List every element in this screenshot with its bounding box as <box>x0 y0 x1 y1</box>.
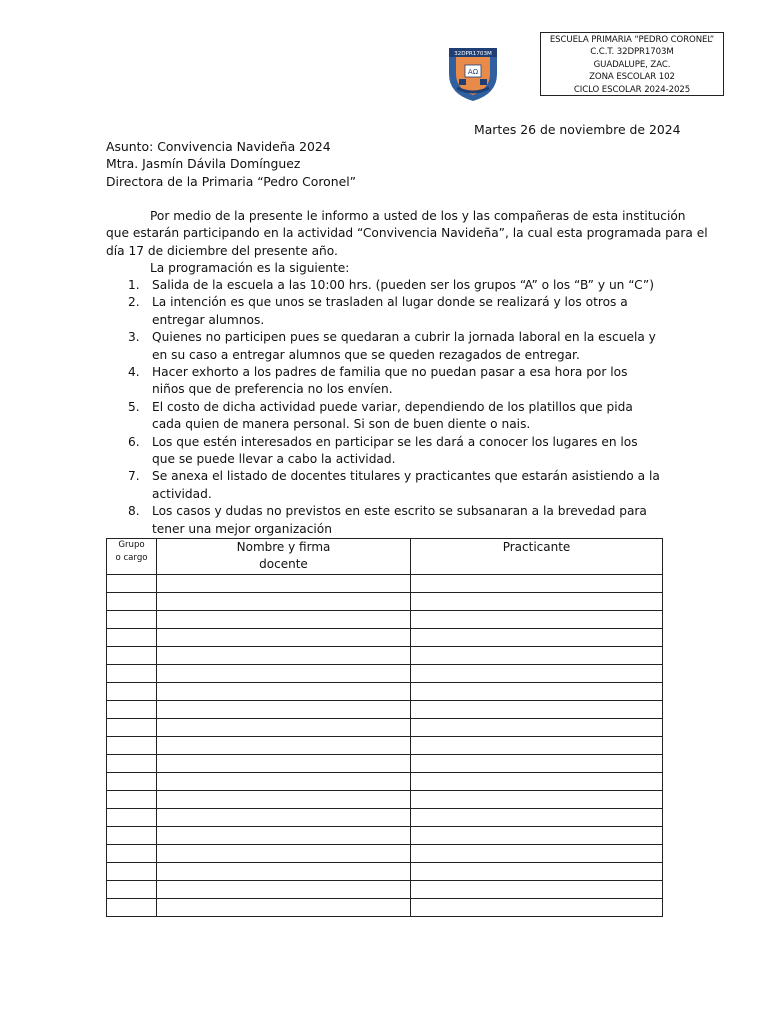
trainee-cell[interactable] <box>411 881 663 899</box>
list-item <box>106 434 666 469</box>
list-item <box>106 468 666 503</box>
table-row <box>107 737 663 755</box>
table-body <box>107 575 663 917</box>
item-text: Se anexa el listado de docentes titulares y practicantes que estarán asistiendo a la actividad. <box>152 469 660 501</box>
list-item <box>106 277 666 294</box>
group-cell[interactable] <box>107 737 157 755</box>
group-cell[interactable] <box>107 575 157 593</box>
name-header-line: Nombre y firma <box>236 540 331 554</box>
list-item <box>106 364 666 399</box>
name-signature-cell[interactable] <box>157 791 411 809</box>
intro-line: Por medio de la presente le informo a usted de los y las compañeras de esta institución <box>150 209 686 223</box>
name-signature-cell[interactable] <box>157 899 411 917</box>
item-text: Los que estén interesados en participar se les dará a conocer los lugares en los que se puede llevar a cabo la actividad. <box>152 434 638 467</box>
trainee-cell[interactable] <box>411 629 663 647</box>
group-column-header <box>107 539 157 575</box>
crest-banner-text: 32DPR1703M <box>454 51 492 57</box>
group-cell[interactable] <box>107 647 157 665</box>
item-number: 3. <box>128 330 140 345</box>
intro-paragraph <box>106 208 708 278</box>
name-signature-cell[interactable] <box>157 755 411 773</box>
item-text: Salida de la escuela a las 10:00 hrs. (pueden ser los grupos “A” o los “B” y un “C”) <box>152 278 654 292</box>
crest-symbol-text: AΩ <box>467 68 479 76</box>
group-cell[interactable] <box>107 881 157 899</box>
letter-subject: Asunto: Convivencia Navideña 2024 <box>106 139 331 154</box>
name-signature-cell[interactable] <box>157 719 411 737</box>
group-cell[interactable] <box>107 719 157 737</box>
trainee-cell[interactable] <box>411 899 663 917</box>
name-signature-cell[interactable] <box>157 863 411 881</box>
name-column-header <box>157 539 411 575</box>
group-cell[interactable] <box>107 755 157 773</box>
table-row <box>107 827 663 845</box>
intro-line: que estarán participando en la actividad “Convivencia Navideña”, la cual esta programada para el <box>106 226 708 241</box>
table-row <box>107 593 663 611</box>
item-text: Los casos y dudas no previstos en este escrito se subsanaran a la brevedad para tener una mejor organización <box>152 504 647 536</box>
letter-header <box>106 138 356 190</box>
group-cell[interactable] <box>107 863 157 881</box>
item-text: Quienes no participen pues se quedaran a cubrir la jornada laboral en la escuela y en su caso a entregar alumnos que se queden rezagados de entregar. <box>152 330 656 362</box>
school-info-box <box>540 32 724 96</box>
trainee-cell[interactable] <box>411 773 663 791</box>
group-cell[interactable] <box>107 593 157 611</box>
trainee-cell[interactable] <box>411 809 663 827</box>
name-header-line: docente <box>259 557 308 571</box>
group-cell[interactable] <box>107 827 157 845</box>
item-text: Hacer exhorto a los padres de familia que no puedan pasar a esa hora por los niños que de preferencia no los envíen. <box>152 365 628 397</box>
intro-line: día 17 de diciembre del presente año. <box>106 243 338 258</box>
table-row <box>107 701 663 719</box>
school-name: ESCUELA PRIMARIA “PEDRO CORONEL” <box>549 35 715 45</box>
name-signature-cell[interactable] <box>157 845 411 863</box>
trainee-cell[interactable] <box>411 845 663 863</box>
program-intro: La programación es la siguiente: <box>150 261 350 276</box>
recipient-name: Mtra. Jasmín Dávila Domínguez <box>106 156 301 172</box>
table-row <box>107 791 663 809</box>
group-cell[interactable] <box>107 701 157 719</box>
name-signature-cell[interactable] <box>157 881 411 899</box>
name-signature-cell[interactable] <box>157 593 411 611</box>
letter-date: Martes 26 de noviembre de 2024 <box>474 122 681 137</box>
item-number: 2. <box>128 295 140 310</box>
trainee-column-header: Practicante <box>411 539 663 575</box>
item-text: La intención es que unos se trasladen al lugar donde se realizará y los otros a entregar alumnos. <box>152 295 628 327</box>
trainee-cell[interactable] <box>411 647 663 665</box>
group-cell[interactable] <box>107 611 157 629</box>
school-cycle: CICLO ESCOLAR 2024-2025 <box>573 84 691 95</box>
group-cell[interactable] <box>107 899 157 917</box>
group-cell[interactable] <box>107 773 157 791</box>
table-row <box>107 845 663 863</box>
name-signature-cell[interactable] <box>157 647 411 665</box>
school-crest-icon <box>443 44 503 102</box>
trainee-cell[interactable] <box>411 611 663 629</box>
table-row <box>107 575 663 593</box>
trainee-cell[interactable] <box>411 701 663 719</box>
item-number: 5. <box>128 399 140 414</box>
name-signature-cell[interactable] <box>157 827 411 845</box>
table-row <box>107 611 663 629</box>
group-cell[interactable] <box>107 665 157 683</box>
trainee-cell[interactable] <box>411 737 663 755</box>
table-row <box>107 629 663 647</box>
group-cell[interactable] <box>107 845 157 863</box>
trainee-cell[interactable] <box>411 863 663 881</box>
school-location: GUADALUPE, ZAC. <box>593 59 671 70</box>
item-number: 4. <box>128 365 140 380</box>
name-signature-cell[interactable] <box>157 629 411 647</box>
list-item <box>106 329 666 364</box>
school-cct: C.C.T. 32DPR1703M <box>590 47 674 58</box>
item-number: 1. <box>128 278 140 292</box>
name-signature-cell[interactable] <box>157 701 411 719</box>
name-signature-cell[interactable] <box>157 683 411 701</box>
name-signature-cell[interactable] <box>157 611 411 629</box>
trainee-cell[interactable] <box>411 683 663 701</box>
recipient-title: Directora de la Primaria “Pedro Coronel” <box>106 173 357 189</box>
group-cell[interactable] <box>107 809 157 827</box>
group-cell[interactable] <box>107 629 157 647</box>
trainee-cell[interactable] <box>411 827 663 845</box>
group-header-line: Grupo <box>118 540 145 550</box>
name-signature-cell[interactable] <box>157 575 411 593</box>
trainee-cell[interactable] <box>411 719 663 737</box>
table-row <box>107 899 663 917</box>
table-row <box>107 683 663 701</box>
group-cell[interactable] <box>107 791 157 809</box>
name-signature-cell[interactable] <box>157 665 411 683</box>
list-item <box>106 294 666 329</box>
table-row <box>107 755 663 773</box>
table-row <box>107 647 663 665</box>
table-header-row <box>107 539 663 575</box>
name-signature-cell[interactable] <box>157 809 411 827</box>
name-signature-cell[interactable] <box>157 737 411 755</box>
table-row <box>107 665 663 683</box>
table-row <box>107 809 663 827</box>
table-row <box>107 863 663 881</box>
item-number: 8. <box>128 504 140 519</box>
item-number: 7. <box>128 469 140 484</box>
table-row <box>107 773 663 791</box>
attendance-table <box>106 538 663 917</box>
name-signature-cell[interactable] <box>157 773 411 791</box>
trainee-cell[interactable] <box>411 665 663 683</box>
group-cell[interactable] <box>107 683 157 701</box>
list-item <box>106 399 666 434</box>
table-row <box>107 881 663 899</box>
group-header-line: o cargo <box>115 553 148 563</box>
trainee-cell[interactable] <box>411 755 663 773</box>
trainee-cell[interactable] <box>411 575 663 593</box>
trainee-cell[interactable] <box>411 791 663 809</box>
item-number: 6. <box>128 434 140 449</box>
trainee-cell[interactable] <box>411 593 663 611</box>
item-text: El costo de dicha actividad puede variar, dependiendo de los platillos que pida cada quien de manera personal. Si son de buen diente o nais. <box>152 399 633 432</box>
list-item <box>106 503 666 538</box>
table-row <box>107 719 663 737</box>
program-list <box>106 277 666 538</box>
school-zone: ZONA ESCOLAR 102 <box>589 72 675 83</box>
